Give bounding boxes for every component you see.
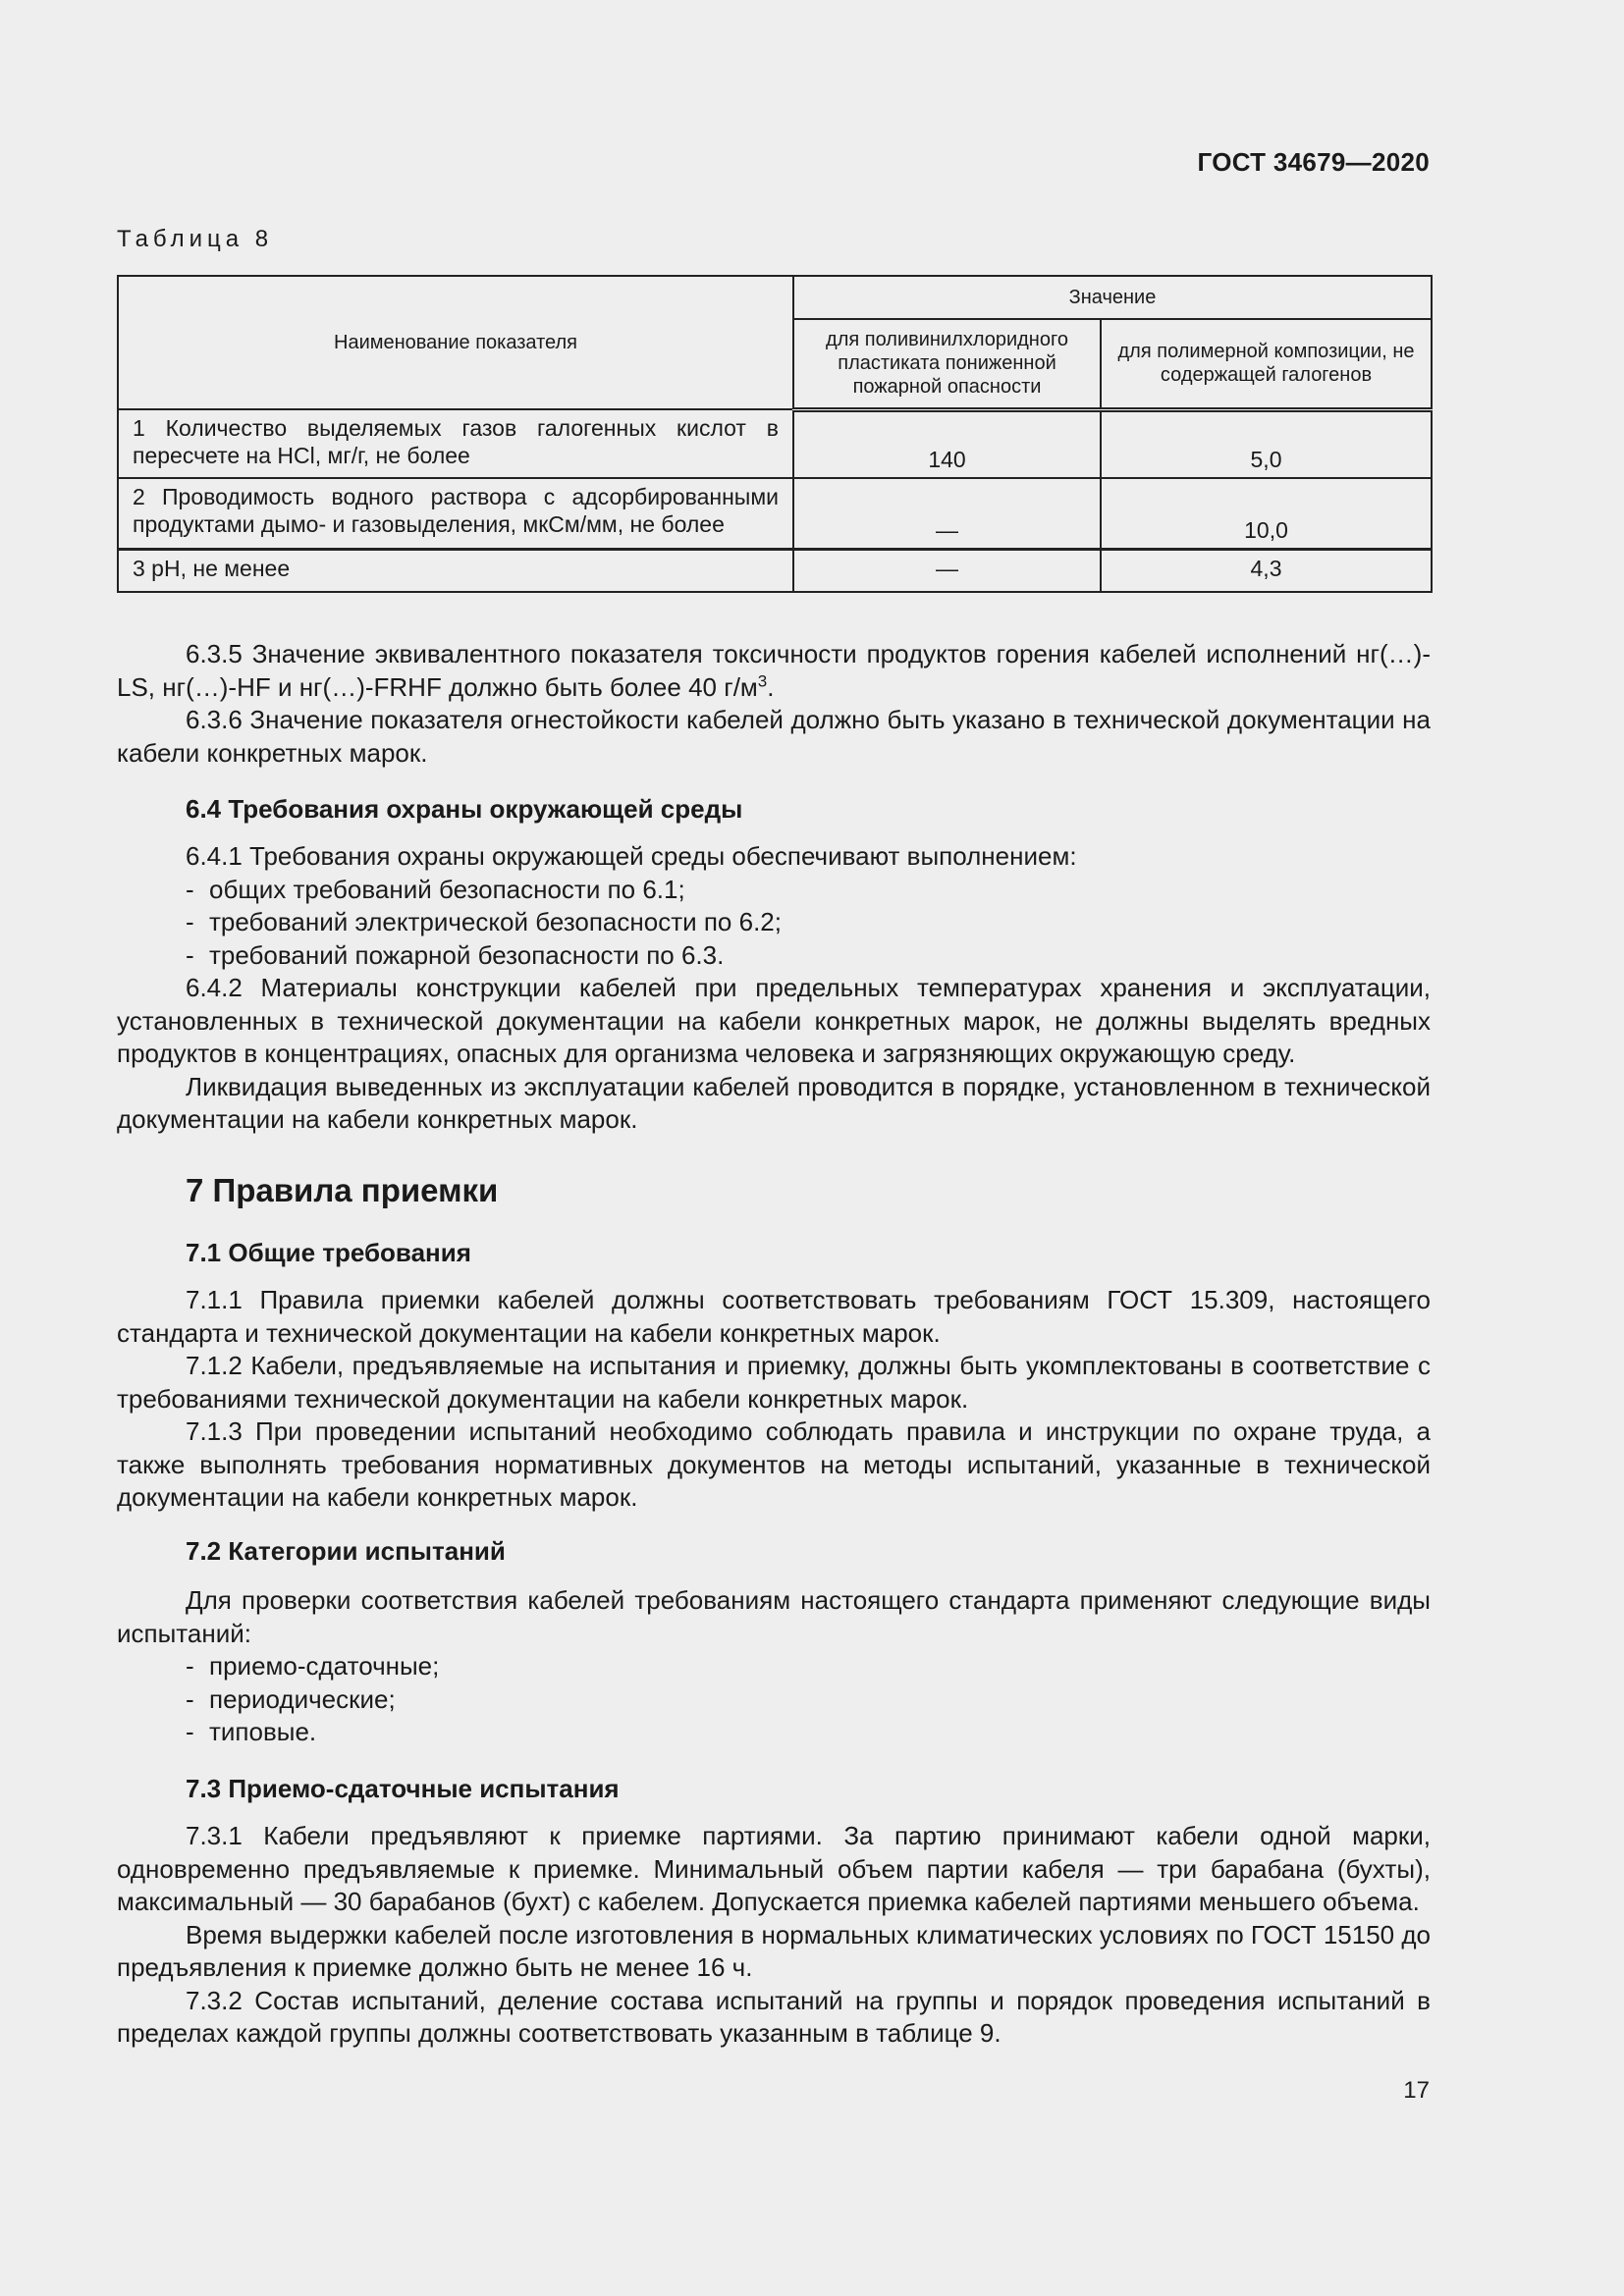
section-7-3 xyxy=(117,1773,1431,1806)
section-7-heading xyxy=(117,1174,1431,1207)
section-6-4 xyxy=(117,793,1431,827)
list-item: - общих требований безопасности по 6.1; xyxy=(186,874,685,904)
section-7-2 xyxy=(117,1535,1431,1569)
heading-7-1: 7.1 Общие требования xyxy=(186,1238,471,1267)
heading-7: 7 Правила приемки xyxy=(186,1172,499,1208)
paragraph-7-1-1: 7.1.1 Правила приемки кабелей должны соответствовать требованиям ГОСТ 15.309, настоящего стандарта и технической документации на кабели конкретных марок. xyxy=(117,1285,1431,1348)
header-value: Значение xyxy=(793,276,1432,319)
section-7-3-body xyxy=(117,1820,1431,2051)
row-2-polymer: 10,0 xyxy=(1101,478,1432,549)
paragraph-6-3-5: 6.3.5 Значение эквивалентного показателя токсичности продуктов горения кабелей исполнений нг(…)-LS, нг(…)-HF и нг(…)-FRHF должно быть более 40 $г/м^3$. xyxy=(117,639,1431,702)
row-2-pvc: — xyxy=(793,478,1101,549)
paragraph-7-3-1: 7.3.1 Кабели предъявляют к приемке партиями. За партию принимают кабели одной марки, одновременно предъявляемые к приемке. Минимальный объем партии кабеля — три барабана (бухты), максимальный — 30 барабанов (бухт) с кабелем. Допускается приемка кабелей партиями меньшего объема. xyxy=(117,1821,1431,1916)
paragraph-6-4-1: 6.4.1 Требования охраны окружающей среды обеспечивают выполнением: xyxy=(186,841,1077,871)
heading-6-4: 6.4 Требования охраны окружающей среды xyxy=(186,794,743,824)
table-caption: Таблица 8 xyxy=(117,226,274,252)
row-3-pvc: — xyxy=(793,549,1101,592)
page-number: 17 xyxy=(1403,2077,1430,2104)
section-6-4-body xyxy=(117,840,1431,1137)
row-3-name: 3 pH, не менее xyxy=(118,549,793,592)
table-8 xyxy=(117,275,1433,593)
header-pvc: для поливинилхлоридного пластиката пониженной пожарной опасности xyxy=(793,319,1101,409)
paragraph-7-1-2: 7.1.2 Кабели, предъявляемые на испытания и приемку, должны быть укомплектованы в соответствие с требованиями технической документации на кабели конкретных марок. xyxy=(117,1351,1431,1414)
list-item: - типовые. xyxy=(186,1717,317,1746)
section-6-3-tail xyxy=(117,638,1431,770)
heading-7-3: 7.3 Приемо-сдаточные испытания xyxy=(186,1774,620,1803)
list-item: - требований пожарной безопасности по 6.3. xyxy=(186,939,725,970)
paragraph-7-3-1-holding-time: Время выдержки кабелей после изготовления в нормальных климатических условиях по ГОСТ 15150 до предъявления к приемке должно быть не менее 16 ч. xyxy=(117,1919,1431,1982)
row-1-name: 1 Количество выделяемых газов галогенных кислот в пересчете на HCl, мг/г, не более xyxy=(118,409,793,478)
list-item: - приемо-сдаточные; xyxy=(186,1651,440,1681)
row-1-polymer: 5,0 xyxy=(1101,409,1432,478)
header-polymer: для полимерной композиции, не содержащей галогенов xyxy=(1101,319,1432,409)
list-item: - требований электрической безопасности по 6.2; xyxy=(186,907,782,936)
document-code: ГОСТ 34679—2020 xyxy=(1197,147,1430,177)
section-7-1-body xyxy=(117,1284,1431,1515)
section-7-2-body xyxy=(117,1584,1431,1749)
heading-7-2: 7.2 Категории испытаний xyxy=(186,1536,506,1566)
paragraph-6-4-2: 6.4.2 Материалы конструкции кабелей при предельных температурах хранения и эксплуатации, установленных в технической документации на кабели конкретных марок, не должны выделять вредных продуктов в концентрациях, опасных для организма человека и загрязняющих окружающую среду. xyxy=(117,973,1431,1068)
paragraph-6-4-2-disposal: Ликвидация выведенных из эксплуатации кабелей проводится в порядке, установленном в технической документации на кабели конкретных марок. xyxy=(117,1071,1431,1134)
header-indicator-name: Наименование показателя xyxy=(118,276,793,409)
row-1-pvc: 140 xyxy=(793,409,1101,478)
section-7-1 xyxy=(117,1237,1431,1270)
list-item: - периодические; xyxy=(186,1683,396,1714)
paragraph-7-1-3: 7.1.3 При проведении испытаний необходимо соблюдать правила и инструкции по охране труда, а также выполнять требования нормативных документов на методы испытаний, указанные в технической документации на кабели конкретных марок. xyxy=(117,1416,1431,1512)
paragraph-7-2: Для проверки соответствия кабелей требованиям настоящего стандарта применяют следующие виды испытаний: xyxy=(117,1585,1431,1648)
row-3-polymer: 4,3 xyxy=(1101,549,1432,592)
paragraph-7-3-2: 7.3.2 Состав испытаний, деление состава испытаний на группы и порядок проведения испытаний в пределах каждой группы должны соответствовать указанным в таблице 9. xyxy=(117,1985,1431,2048)
row-2-name: 2 Проводимость водного раствора с адсорбированными продуктами дымо- и газовыделения, мкСм/мм, не более xyxy=(118,478,793,549)
paragraph-6-3-6: 6.3.6 Значение показателя огнестойкости кабелей должно быть указано в технической документации на кабели конкретных марок. xyxy=(117,705,1431,768)
